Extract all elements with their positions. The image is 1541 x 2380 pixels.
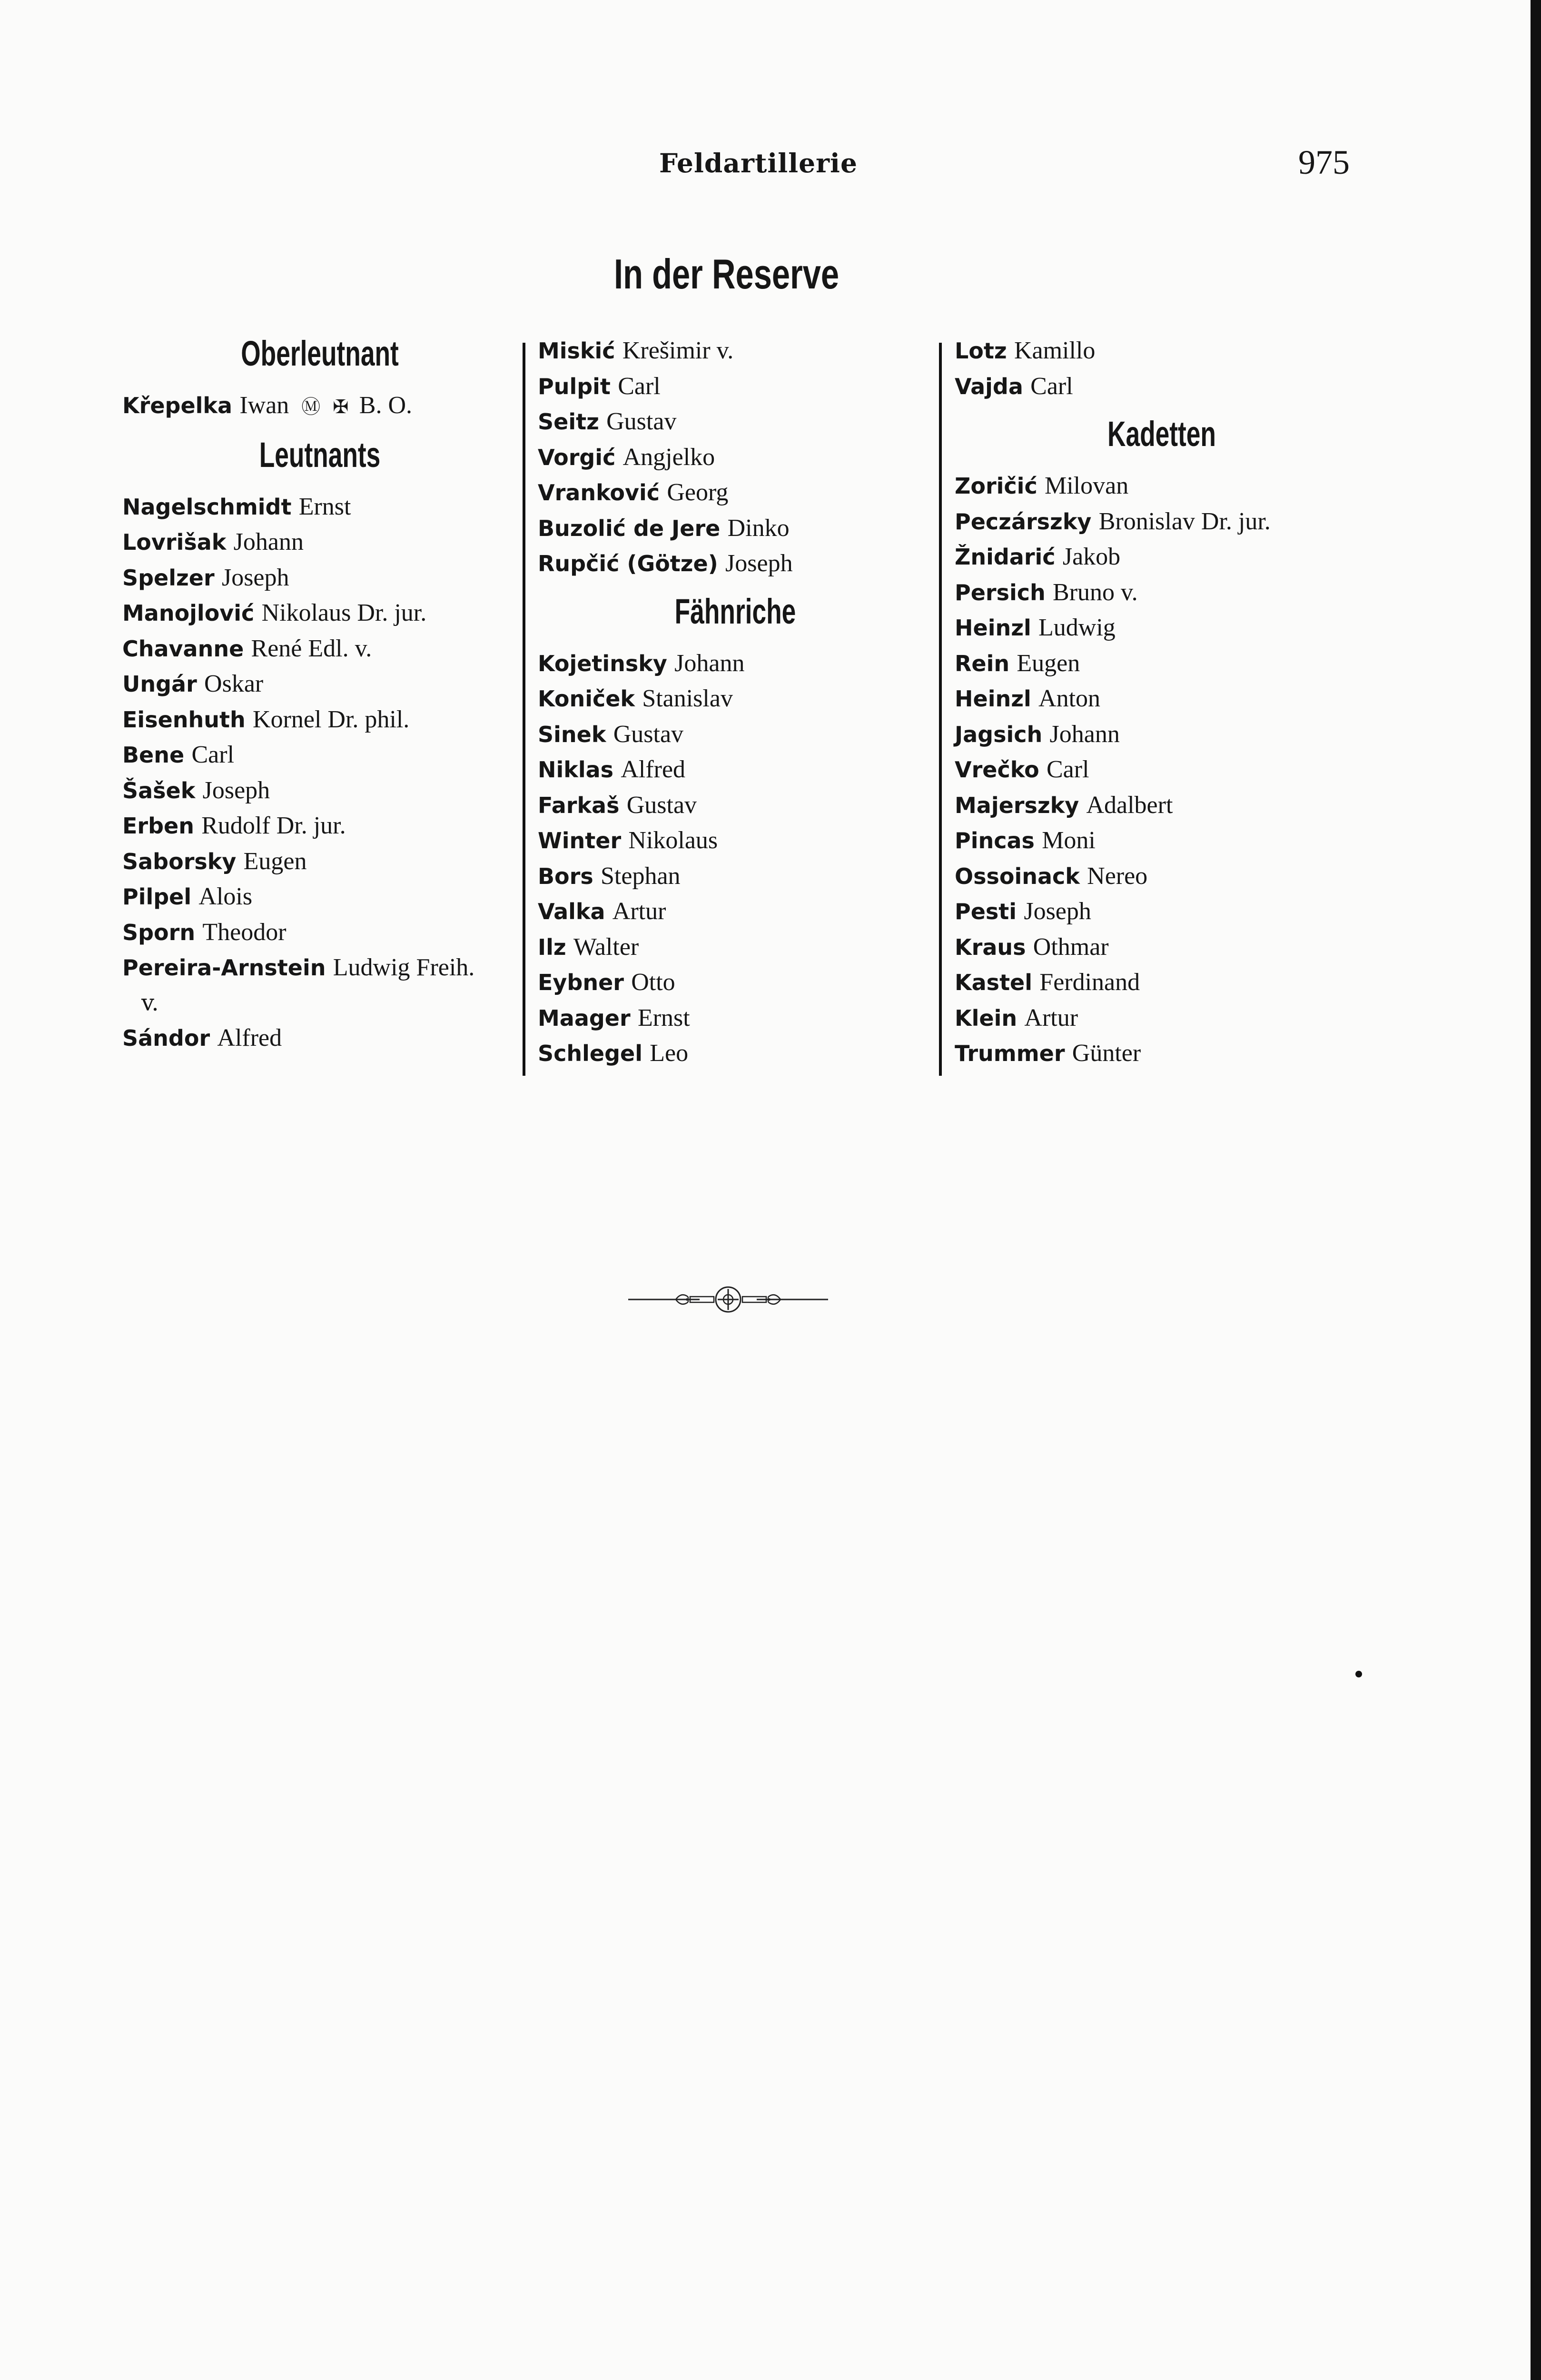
given-name: Günter xyxy=(1072,1040,1141,1067)
surname: Pincas xyxy=(955,828,1035,853)
surname: Klein xyxy=(955,1005,1017,1031)
surname: Persich xyxy=(955,579,1046,605)
column-1 xyxy=(122,333,517,1056)
section-heading: Oberleutnant xyxy=(241,334,399,373)
surname: Šašek xyxy=(122,777,196,803)
given-name: Walter xyxy=(573,933,639,961)
surname: Pulpit xyxy=(538,373,611,399)
given-name: Ernst xyxy=(637,1004,690,1031)
surname: Sándor xyxy=(122,1025,210,1051)
given-name: Leo xyxy=(650,1040,689,1067)
list-item xyxy=(955,681,1369,717)
list-item xyxy=(538,333,933,369)
list-item xyxy=(955,610,1369,646)
list-item xyxy=(955,1001,1369,1036)
surname: Kojetinsky xyxy=(538,650,667,676)
list-item xyxy=(122,631,517,667)
list-item xyxy=(955,965,1369,1001)
list-item xyxy=(538,440,933,476)
surname: Pesti xyxy=(955,899,1017,924)
surname: Zoričić xyxy=(955,473,1037,499)
list-item xyxy=(955,646,1369,682)
column-2 xyxy=(538,333,933,1071)
list-item xyxy=(122,844,517,880)
list-item xyxy=(538,546,933,582)
surname: Kastel xyxy=(955,970,1033,995)
surname: Ungár xyxy=(122,671,197,697)
given-name: Stephan xyxy=(601,862,681,890)
surname: Vranković xyxy=(538,480,660,506)
given-name: Angjelko xyxy=(622,443,715,471)
decoration-suffix: B. O. xyxy=(359,392,413,419)
given-name: Nikolaus Dr. jur. xyxy=(261,599,427,626)
surname: Vrečko xyxy=(955,757,1039,783)
given-name: Dinko xyxy=(727,514,790,542)
given-name: Johann xyxy=(674,649,745,677)
given-name: Jakob xyxy=(1062,543,1121,570)
surname: Sinek xyxy=(538,721,606,747)
continuation-line: v. xyxy=(141,989,159,1016)
list-item xyxy=(955,539,1369,575)
surname: Žnidarić xyxy=(955,544,1056,570)
surname: Farkaš xyxy=(538,792,620,818)
surname: Pereira-Arnstein xyxy=(122,955,326,981)
given-name: Johann xyxy=(233,528,304,555)
given-name: Eugen xyxy=(243,847,307,875)
list-item xyxy=(538,894,933,930)
given-name: Alfred xyxy=(217,1024,282,1051)
given-name: Milovan xyxy=(1044,472,1129,499)
surname: Niklas xyxy=(538,757,614,783)
given-name: René Edl. v. xyxy=(251,635,372,662)
list-item xyxy=(122,702,517,738)
given-name: Othmar xyxy=(1033,933,1109,961)
running-header: Feldartillerie xyxy=(659,148,858,178)
ink-spot xyxy=(1355,1671,1362,1677)
given-name: Ernst xyxy=(298,493,351,520)
surname: Schlegel xyxy=(538,1041,643,1066)
surname: Manojlović xyxy=(122,600,255,626)
list-item xyxy=(122,808,517,844)
surname: Rupčić (Götze) xyxy=(538,551,718,576)
given-name: Artur xyxy=(1024,1004,1078,1031)
given-name: Gustav xyxy=(613,720,684,748)
surname: Kraus xyxy=(955,934,1026,960)
surname: Eybner xyxy=(538,970,624,995)
given-name: Johann xyxy=(1049,720,1120,748)
list-item xyxy=(122,560,517,596)
list-item xyxy=(538,646,933,682)
list-item xyxy=(955,333,1369,369)
list-item xyxy=(122,879,517,915)
given-name: Alois xyxy=(198,883,253,910)
list-item xyxy=(955,504,1369,540)
surname: Seitz xyxy=(538,409,599,435)
list-item xyxy=(955,752,1369,788)
given-name: Kamillo xyxy=(1014,337,1096,364)
column-3 xyxy=(955,333,1369,1071)
surname: Valka xyxy=(538,899,605,924)
given-name: Nereo xyxy=(1087,862,1148,890)
list-item xyxy=(955,894,1369,930)
list-item xyxy=(955,859,1369,894)
surname: Chavanne xyxy=(122,635,244,662)
surname: Pilpel xyxy=(122,884,192,910)
surname: Trummer xyxy=(955,1041,1065,1066)
list-item xyxy=(538,1001,933,1036)
list-item xyxy=(538,717,933,753)
list-item xyxy=(538,930,933,965)
list-item xyxy=(538,404,933,440)
given-name: Otto xyxy=(631,969,675,996)
given-name: Stanislav xyxy=(642,685,733,712)
given-name: Carl xyxy=(191,741,235,768)
given-name: Georg xyxy=(667,479,729,506)
given-name: Joseph xyxy=(725,550,793,577)
surname: Křepelka xyxy=(122,393,233,418)
list-item xyxy=(122,525,517,560)
list-item xyxy=(122,595,517,631)
surname: Vorgić xyxy=(538,444,616,470)
list-item xyxy=(538,511,933,546)
list-item xyxy=(955,788,1369,823)
surname: Buzolić de Jere xyxy=(538,515,721,541)
surname: Spelzer xyxy=(122,565,215,591)
given-name: Rudolf Dr. jur. xyxy=(201,812,346,839)
column-divider xyxy=(939,343,942,1076)
list-item xyxy=(955,369,1369,405)
surname: Ilz xyxy=(538,934,566,960)
list-item xyxy=(122,388,517,425)
list-item xyxy=(538,965,933,1001)
surname: Vajda xyxy=(955,373,1023,399)
list-item xyxy=(955,1036,1369,1071)
given-name: Adalbert xyxy=(1086,791,1173,819)
given-name: Bruno v. xyxy=(1053,578,1138,606)
surname: Peczárszky xyxy=(955,508,1092,535)
list-item xyxy=(122,950,517,986)
surname: Heinzl xyxy=(955,615,1031,641)
list-item xyxy=(538,1036,933,1071)
given-name: Joseph xyxy=(1024,898,1091,925)
bleed-through-text xyxy=(481,514,486,539)
list-item xyxy=(955,468,1369,504)
given-name: Ludwig Freih. xyxy=(333,954,475,981)
page-number: 975 xyxy=(1298,143,1350,181)
given-name: Gustav xyxy=(626,791,697,819)
list-item xyxy=(955,575,1369,611)
cross-icon: ✠ xyxy=(333,396,349,418)
given-name: Alfred xyxy=(621,756,686,783)
list-item xyxy=(955,930,1369,965)
list-item xyxy=(538,788,933,823)
given-name: Joseph xyxy=(221,564,289,591)
list-item xyxy=(122,773,517,809)
surname: Lotz xyxy=(955,338,1007,364)
list-item xyxy=(122,666,517,702)
list-item xyxy=(538,859,933,894)
given-name: Carl xyxy=(618,372,661,400)
given-name: Gustav xyxy=(606,408,677,435)
surname: Koniček xyxy=(538,686,635,712)
surname: Nagelschmidt xyxy=(122,494,292,520)
section-heading: Fähnriche xyxy=(674,591,796,631)
given-name: Anton xyxy=(1038,685,1101,712)
surname: Winter xyxy=(538,828,622,853)
surname: Bors xyxy=(538,863,593,889)
given-name: Joseph xyxy=(202,776,270,804)
list-item xyxy=(538,475,933,511)
list-item xyxy=(955,823,1369,859)
list-item xyxy=(955,717,1369,753)
surname: Erben xyxy=(122,813,194,839)
main-title: In der Reserve xyxy=(614,250,840,298)
given-name: Ludwig xyxy=(1038,614,1116,641)
given-name: Iwan xyxy=(239,392,289,419)
given-name: Nikolaus xyxy=(628,827,718,854)
scroll-ornament-icon xyxy=(628,1280,828,1319)
section-heading: Leutnants xyxy=(259,435,381,475)
surname: Maager xyxy=(538,1005,631,1031)
surname: Bene xyxy=(122,742,185,768)
list-item xyxy=(122,489,517,525)
surname: Ossoinack xyxy=(955,863,1080,889)
given-name: Eugen xyxy=(1017,649,1080,677)
given-name: Oskar xyxy=(204,670,264,697)
surname: Eisenhuth xyxy=(122,706,246,733)
surname: Rein xyxy=(955,650,1010,676)
given-name: Bronislav Dr. jur. xyxy=(1098,507,1271,535)
given-name: Artur xyxy=(612,898,666,925)
surname: Saborsky xyxy=(122,848,237,874)
column-divider xyxy=(523,343,525,1076)
list-item xyxy=(538,823,933,859)
given-name: Moni xyxy=(1042,827,1096,854)
list-item xyxy=(122,915,517,951)
M-medal-icon: Ⓜ xyxy=(301,396,321,418)
list-item xyxy=(538,752,933,788)
given-name: Carl xyxy=(1030,372,1073,400)
surname: Jagsich xyxy=(955,721,1043,747)
given-name: Ferdinand xyxy=(1039,969,1140,996)
given-name: Carl xyxy=(1046,756,1089,783)
surname: Lovrišak xyxy=(122,529,227,555)
section-heading: Kadetten xyxy=(1107,414,1216,454)
surname: Heinzl xyxy=(955,686,1031,712)
list-item xyxy=(538,369,933,405)
list-item xyxy=(122,1021,517,1056)
given-name: Krešimir v. xyxy=(622,337,734,364)
surname: Sporn xyxy=(122,919,196,945)
surname: Miskić xyxy=(538,338,615,364)
surname: Majerszky xyxy=(955,792,1079,818)
list-item xyxy=(122,737,517,773)
given-name: Theodor xyxy=(202,918,286,946)
given-name: Kornel Dr. phil. xyxy=(253,705,410,733)
list-item xyxy=(538,681,933,717)
